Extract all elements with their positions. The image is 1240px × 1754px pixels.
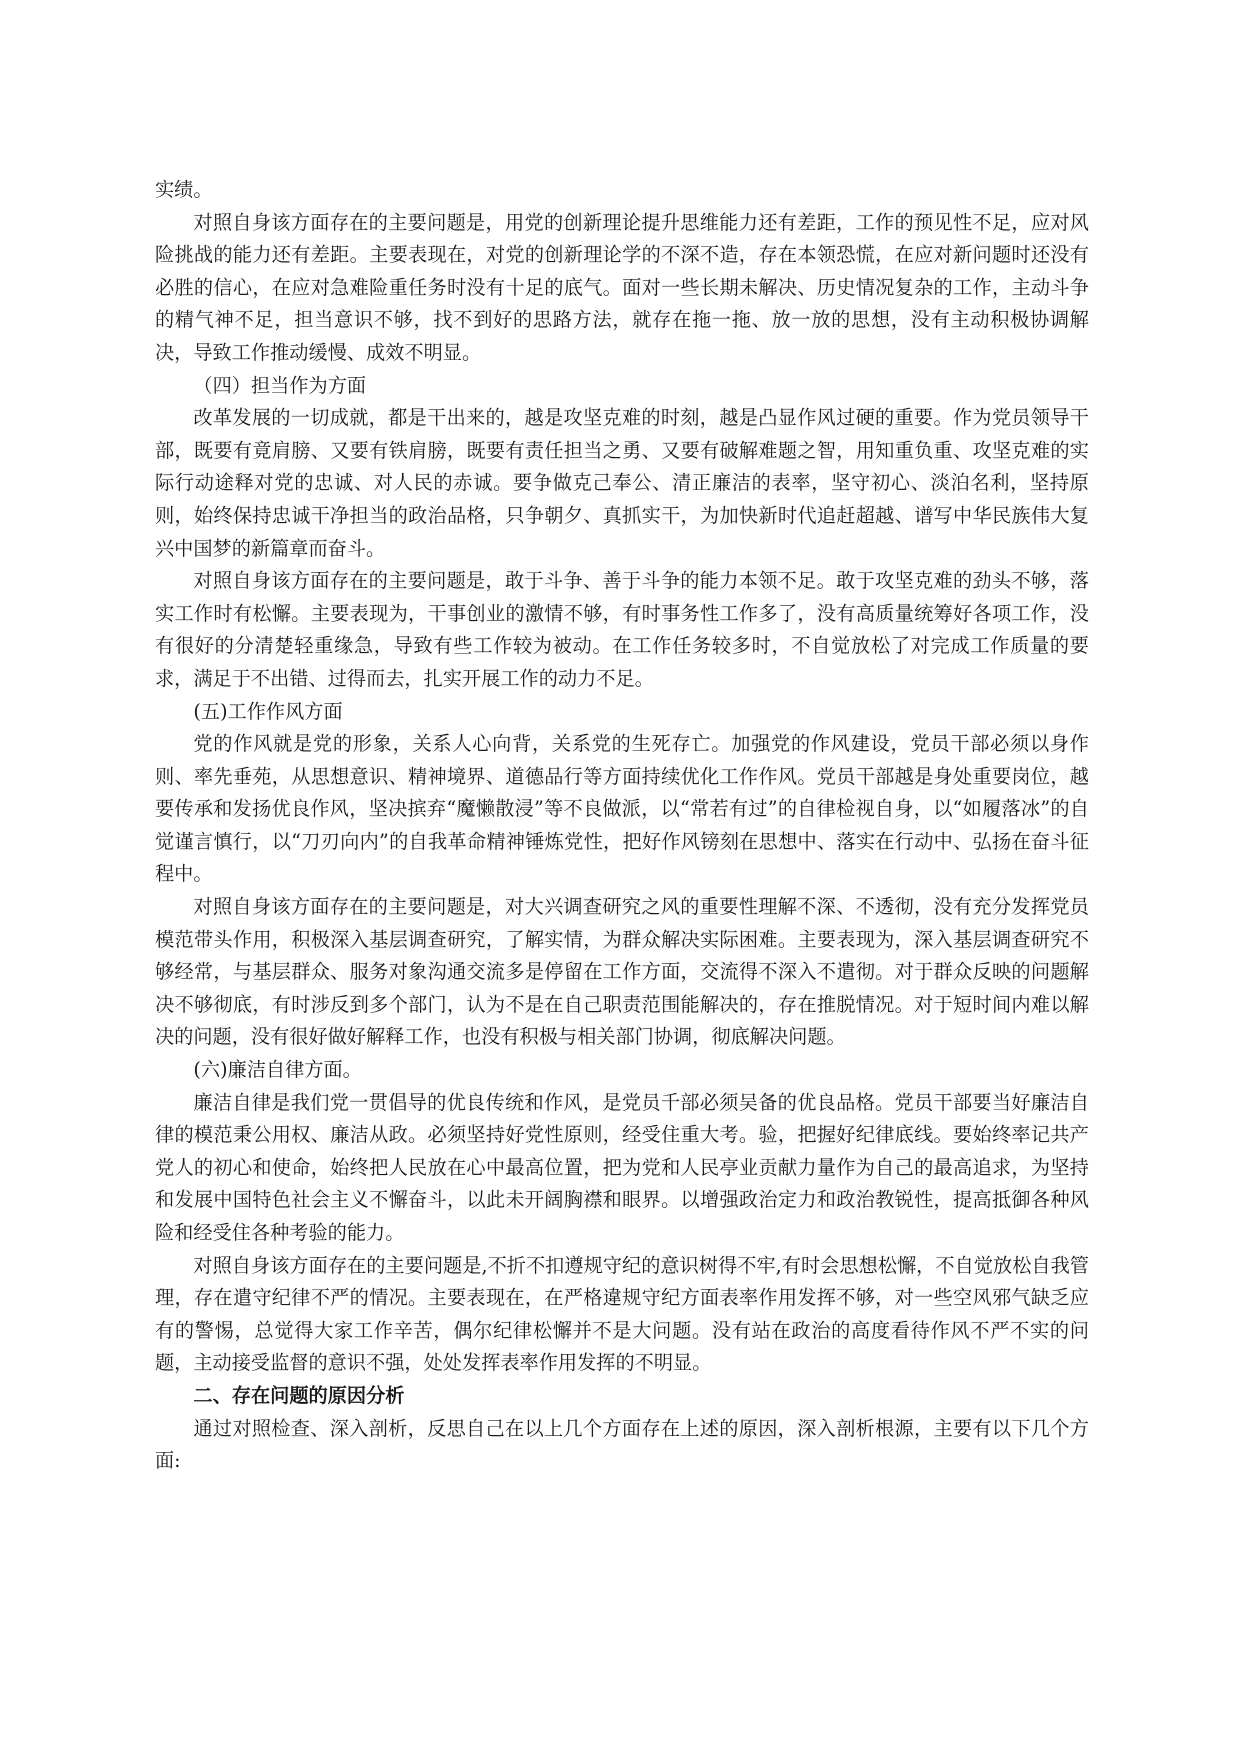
section-heading: 二、存在问题的原因分析 <box>193 1383 405 1407</box>
body-paragraph: 对照自身该方面存在的主要问题是，用党的创新理论提升思维能力还有差距，工作的预见性不足，应对风险挑战的能力还有差距。主要表现在，对党的创新理论学的不深不造，存在本领恐慌，在应对新问题时还没有必胜的信心，在应对急难险重任务时没有十足的底气。面对一些长期未解决、历史情况复杂的工作，主动斗争的精气神不足，担当意识不够，找不到好的思路方法，就存在拖一拖、放一放的思想，没有主动积极协调解决，导致工作推动缓慢、成效不明显。 <box>155 210 1089 364</box>
body-paragraph: 通过对照检查、深入剖析，反思自己在以上几个方面存在上述的原因，深入剖析根源，主要有以下几个方面: <box>155 1416 1089 1473</box>
body-paragraph: 对照自身该方面存在的主要问题是，对大兴调查研究之风的重要性理解不深、不透彻，没有充分发挥党员模范带头作用，积极深入基层调查研究，了解实情，为群众解决实际困难。主要表现为，深入基层调查研究不够经常，与基层群众、服务对象沟通交流多是停留在工作方面，交流得不深入不遣彻。对于群众反映的问题解决不够彻底，有时涉反到多个部门，认为不是在自己职责范围能解决的，存在推脱情况。对于短时间内难以解决的问题，没有很好做好解释工作，也没有积极与相关部门协调，彻底解决问题。 <box>155 895 1089 1049</box>
section-subheading: （四）担当作为方面 <box>193 373 367 397</box>
body-paragraph: 改革发展的一切成就，都是干出来的，越是攻坚克难的时刻，越是凸显作风过硬的重要。作为党员领导干部，既要有竟肩膀、又要有铁肩膀，既要有责任担当之勇、又要有破解难题之智，用知重负重、攻坚克难的实际行动途释对党的忠诚、对人民的赤诚。要争做克己奉公、清正廉洁的表率，坚守初心、淡泊名利，坚持原则，始终保持忠诚干净担当的政治品格，只争朝夕、真抓实干，为加快新时代追赶超越、谱写中华民族伟大复兴中国梦的新篇章而奋斗。 <box>155 406 1089 560</box>
document-page <box>155 174 1089 1478</box>
section-subheading: (六)廉洁自律方面。 <box>193 1058 362 1082</box>
body-paragraph: 党的作风就是党的形象，关系人心向背，关系党的生死存亡。加强党的作风建设，党员干部必须以身作则、率先垂苑，从思想意识、精神境界、道德品行等方面持续优化工作作风。党员干部越是身处重要岗位，越要传承和发扬优良作风，坚决摈弃“魔懒散浸”等不良做派，以“常若有过”的自律检视自身，以“如履落冰”的自觉谨言慎行，以“刀刃向内”的自我革命精神锤炼党性，把好作风镑刻在思想中、落实在行动中、弘扬在奋斗征程中。 <box>155 732 1089 886</box>
section-subheading: (五)工作作风方面 <box>193 699 343 723</box>
body-paragraph: 对照自身该方面存在的主要问题是，敢于斗争、善于斗争的能力本领不足。敢于攻坚克难的劲头不够，落实工作时有松懈。主要表现为，干事创业的激情不够，有时事务性工作多了，没有高质量统筹好各项工作，没有很好的分清楚轻重缘急，导致有些工作较为被动。在工作任务较多时，不自觉放松了对完成工作质量的要求，满足于不出错、过得而去，扎实开展工作的动力不足。 <box>155 569 1089 690</box>
body-paragraph: 廉洁自律是我们党一贯倡导的优良传统和作风，是党员千部必须吴备的优良品格。党员干部要当好廉洁自律的模范秉公用权、廉洁从政。必须坚持好党性原则，经受住重大考。验，把握好纪律底线。要始终率记共产党人的初心和使命，始终把人民放在心中最高位置，把为党和人民亭业贡献力量作为自己的最高追求，为坚持和发展中国特色社会主义不懈奋斗，以此未开阔胸襟和眼界。以增强政治定力和政治教锐性，提高抵御各种风险和经受住各种考验的能力。 <box>155 1090 1089 1244</box>
continuation-paragraph: 实绩。 <box>155 178 213 201</box>
body-paragraph: 对照自身该方面存在的主要问题是,不折不扣遵规守纪的意识树得不牢,有时会思想松懈，不自觉放松自我管理，存在遣守纪律不严的情况。主要表现在，在严格違规守纪方面表率作用发挥不够，对一些空风邪气缺乏应有的警惕，总觉得大家工作辛苦，偶尔纪律松懈并不是大问题。没有站在政治的高度看待作风不严不实的问题，主动接受监督的意识不强，处处发挥表率作用发挥的不明显。 <box>155 1253 1089 1375</box>
